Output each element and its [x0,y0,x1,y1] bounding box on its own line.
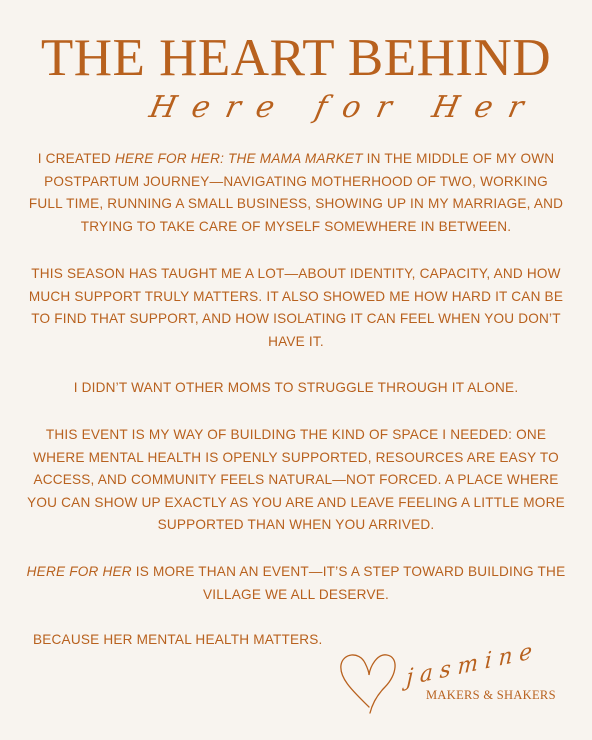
page-title: THE HEART BEHIND [40,29,552,87]
closing-line: BECAUSE HER MENTAL HEALTH MATTERS. [33,632,323,647]
signature-name: jasmine [405,637,540,692]
paragraph-event: THIS EVENT IS MY WAY OF BUILDING THE KIND OF SPACE I NEEDED: ONE WHERE MENTAL HEALTH IS OPENLY SUPPORTED, RESOURCES ARE EASY TO ACCESS, AND COMMUNITY FEELS NATURAL—NOT FORCED. A PLACE WHERE YOU CAN SHOW UP EXACTLY AS YOU ARE AND LEAVE FEELING A LITTLE MORE SUPPORTED THAN WHEN YOU ARRIVED. [27,427,565,532]
script-subtitle: Here for Her [146,90,543,125]
paragraph-intro-rest: IN THE MIDDLE OF MY OWN POSTPARTUM JOURNEY—NAVIGATING MOTHERHOOD OF TWO, WORKING FULL TIME, RUNNING A SMALL BUSINESS, SHOWING UP IN MY MARRIAGE, AND TRYING TO TAKE CARE OF MYSELF SOMEWHERE IN BETWEEN. [28,151,564,234]
paragraph-intro [26,148,566,238]
hand-drawn-heart-icon [335,645,405,715]
paragraph-village [26,561,566,606]
paragraph-village-rest: IS MORE THAN AN EVENT—IT’S A STEP TOWARD BUILDING THE VILLAGE WE ALL DESERVE. [131,564,566,602]
paragraph-alone: I DIDN’T WANT OTHER MOMS TO STRUGGLE THROUGH IT ALONE. [73,380,519,395]
event-name-emphasis: HERE FOR HER: THE MAMA MARKET [114,151,363,166]
event-short-name-emphasis: HERE FOR HER [26,564,132,579]
paragraph-intro-lead: I CREATED [37,151,115,166]
brand-name: MAKERS & SHAKERS [426,688,556,702]
paragraph-season: THIS SEASON HAS TAUGHT ME A LOT—ABOUT IDENTITY, CAPACITY, AND HOW MUCH SUPPORT TRULY MATTERS. IT ALSO SHOWED ME HOW HARD IT CAN BE TO FIND THAT SUPPORT, AND HOW ISOLATING IT CAN FEEL WHEN YOU DON’T HAVE IT. [28,266,564,349]
